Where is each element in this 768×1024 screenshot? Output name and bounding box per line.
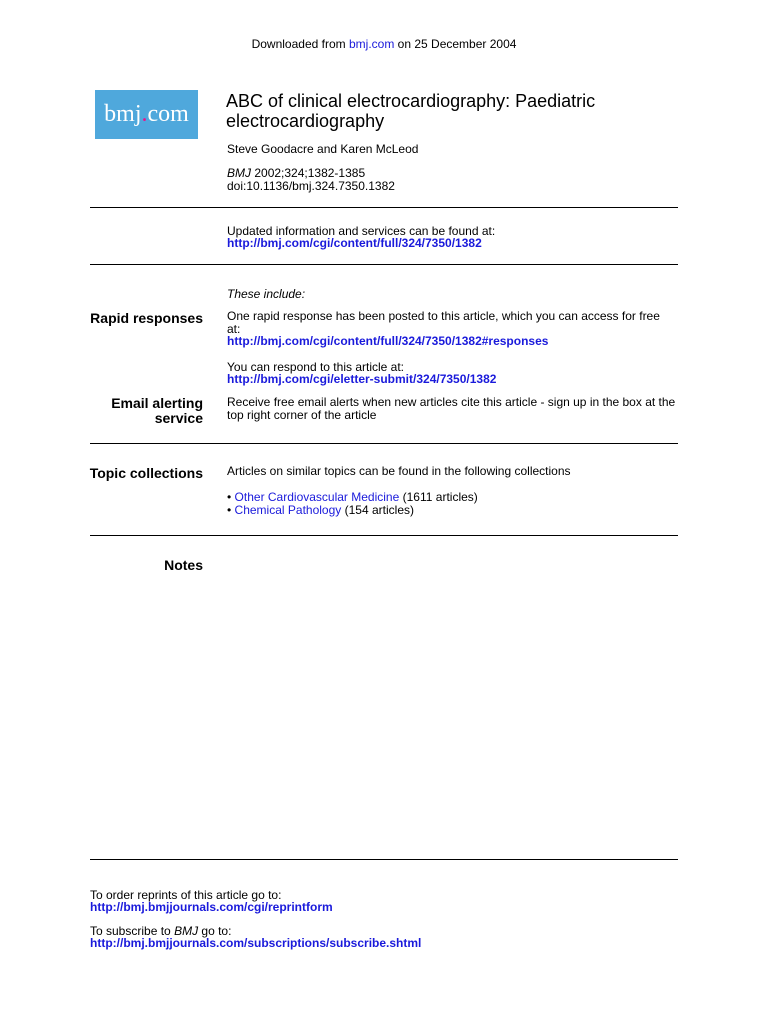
reprints-text: To order reprints of this article go to: [90, 888, 282, 902]
divider-5 [90, 859, 678, 860]
topic-collections-label: Topic collections [89, 465, 203, 481]
logo-text-bmj: bmj [104, 101, 142, 127]
logo-dot: . [141, 101, 148, 127]
download-prefix: Downloaded from [251, 37, 346, 51]
article-authors: Steve Goodacre and Karen McLeod [227, 142, 419, 156]
topic-collections-text: Articles on similar topics can be found in the following collections [227, 464, 571, 478]
bmj-site-link[interactable]: bmj.com [348, 37, 395, 51]
article-title: ABC of clinical electrocardiography: Paediatric electrocardiography [226, 91, 596, 131]
bullet: • [227, 490, 232, 504]
updated-info-text: Updated information and services can be found at: [227, 224, 496, 238]
topic-list-item [227, 504, 414, 517]
topic-link-chemical-pathology[interactable]: Chemical Pathology [234, 503, 342, 517]
respond-text: You can respond to this article at: [227, 360, 404, 374]
full-text-link[interactable]: http://bmj.com/cgi/content/full/324/7350/1382 [227, 236, 482, 250]
topic-count: (154 articles) [344, 503, 414, 517]
divider-1 [90, 207, 678, 208]
subscribe-link[interactable]: http://bmj.bmjjournals.com/subscriptions/subscribe.shtml [90, 936, 422, 950]
email-alerting-label-line1: Email alerting [111, 395, 203, 411]
email-alerting-text: Receive free email alerts when new articles cite this article - sign up in the box at the top right corner of the article [227, 395, 676, 422]
notes-label: Notes [164, 557, 203, 573]
bullet: • [227, 503, 232, 517]
email-alerting-label [73, 396, 203, 426]
rapid-responses-text: One rapid response has been posted to this article, which you can access for free at: [227, 309, 660, 336]
reprints-link[interactable]: http://bmj.bmjjournals.com/cgi/reprintform [90, 900, 333, 914]
article-doi: doi:10.1136/bmj.324.7350.1382 [227, 179, 395, 193]
topic-count: (1611 articles) [402, 490, 478, 504]
bmj-logo[interactable] [95, 90, 198, 139]
subscribe-prefix: To subscribe to [90, 924, 171, 938]
respond-link[interactable]: http://bmj.com/cgi/eletter-submit/324/7350/1382 [227, 372, 497, 386]
citation-details: 2002;324;1382-1385 [254, 166, 366, 180]
divider-2 [90, 264, 678, 265]
subscribe-suffix: go to: [201, 924, 232, 938]
journal-name: BMJ [227, 166, 251, 180]
logo-text-com: com [147, 101, 189, 127]
divider-3 [90, 443, 678, 444]
includes-heading: These include: [227, 287, 306, 301]
topic-link-cardiovascular[interactable]: Other Cardiovascular Medicine [234, 490, 400, 504]
rapid-responses-label: Rapid responses [90, 310, 203, 326]
download-notice [0, 38, 768, 51]
subscribe-journal: BMJ [174, 924, 199, 938]
download-date: on 25 December 2004 [397, 37, 517, 51]
rapid-responses-link[interactable]: http://bmj.com/cgi/content/full/324/7350/1382#responses [227, 334, 549, 348]
divider-4 [90, 535, 678, 536]
email-alerting-label-line2: service [154, 410, 203, 426]
